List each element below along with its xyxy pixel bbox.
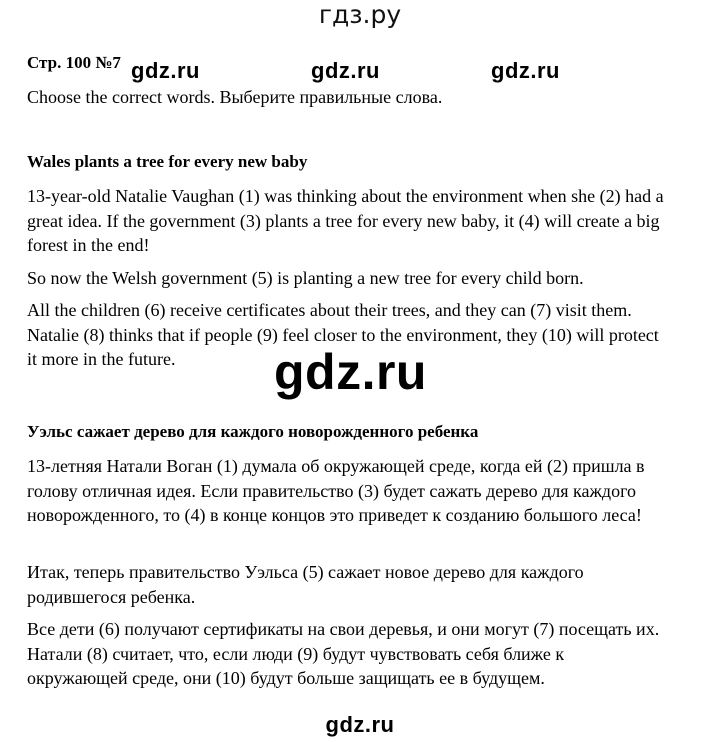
watermark-center: gdz.ru bbox=[270, 344, 431, 400]
watermark-top-right: gdz.ru bbox=[491, 58, 560, 83]
watermark-top-center: gdz.ru bbox=[311, 58, 380, 83]
exercise-instruction: Choose the correct words. Выберите правильные слова. bbox=[27, 87, 443, 107]
russian-paragraph-3: Все дети (6) получают сертификаты на свои деревья, и они могут (7) посещать их. Натали (8) считает, что, если люди (9) будут чувствовать себя ближе к окружающей среде, они (10) будут больше защищать ее в будущем. bbox=[27, 619, 660, 688]
russian-paragraph-2: Итак, теперь правительство Уэльса (5) сажает новое дерево для каждого родившегося ребенка. bbox=[27, 562, 584, 607]
watermark-top-left: gdz.ru bbox=[131, 58, 200, 83]
english-paragraph-1: 13-year-old Natalie Vaughan (1) was thinking about the environment when she (2) had a great idea. If the government (3) plants a tree for every new baby, it (4) will create a big forest in the end! bbox=[27, 186, 664, 255]
english-paragraph-2: So now the Welsh government (5) is planting a new tree for every child born. bbox=[27, 268, 584, 288]
russian-paragraph-1: 13-летняя Натали Воган (1) думала об окружающей среде, когда ей (2) пришла в голову отличная идея. Если правительство (3) будет сажать дерево для каждого новорожденного, то (4) в конце концов это приведет к созданию большого леса! bbox=[27, 456, 645, 525]
site-header-logo[interactable]: гдз.ру bbox=[318, 0, 402, 29]
watermark-footer: gdz.ru bbox=[325, 712, 395, 737]
english-paragraph-3: All the children (6) receive certificates about their trees, and they can (7) visit them. Natalie (8) thinks that if people (9) feel closer to the environment, they (10) will protect it more in the future. bbox=[27, 300, 659, 369]
english-title: Wales plants a tree for every new baby bbox=[27, 152, 308, 171]
exercise-label: Стр. 100 №7 bbox=[27, 53, 121, 72]
russian-title: Уэльс сажает дерево для каждого новорожденного ребенка bbox=[27, 422, 479, 441]
